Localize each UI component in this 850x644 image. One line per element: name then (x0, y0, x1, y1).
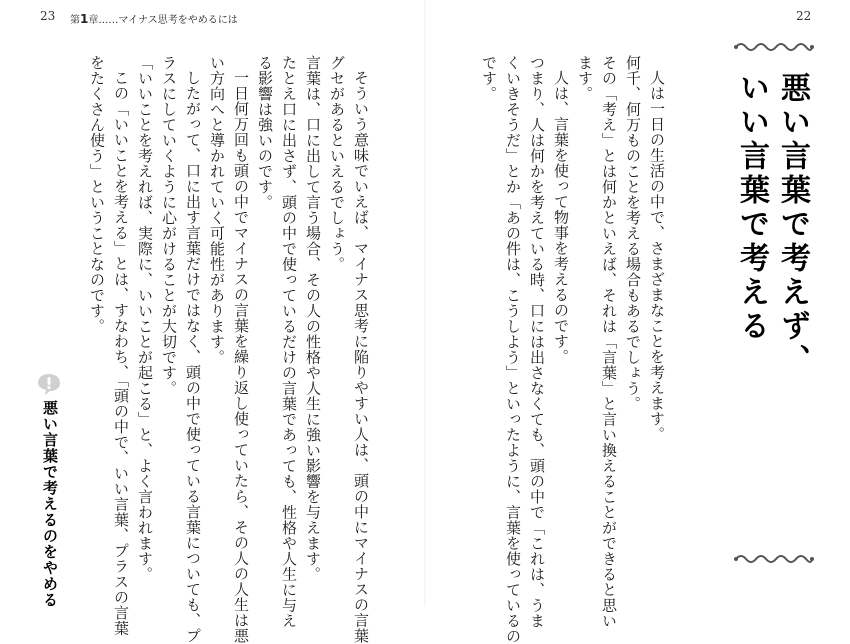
title-line-1: 悪い言葉で考えず、 (775, 72, 810, 378)
exclamation-bubble-icon (36, 372, 62, 396)
header-dashes: …… (98, 15, 119, 26)
chapter-title: マイナス思考をやめるには (118, 15, 238, 26)
right-body-line: 人は、言葉を使って物事を考えるのです。 (552, 70, 570, 365)
right-body-line: 何千、何万ものことを考える場合もあるでしょう。 (624, 55, 642, 412)
page-gutter (424, 0, 426, 606)
left-body-line: そういう意味でいえば、マイナス思考に陥りやすい人は、頭の中にマイナスの言葉 (352, 70, 370, 644)
chapter-suffix: 章 (88, 15, 99, 26)
chapter-number: 1 (80, 12, 89, 26)
left-page-number: 23 (40, 9, 56, 23)
right-page-number: 22 (796, 9, 812, 23)
right-body-line: その「考え」とは何かといえば、それは「言葉」と言い換えることができると思い (600, 55, 618, 629)
left-body-line: たとえ口に出さず、頭の中で使っているだけの言葉であっても、性格や人生に与え (280, 55, 298, 629)
right-body-line: くいきそうだ」とか「あの件は、こうしよう」といったように、言葉を使っているの (504, 55, 522, 644)
left-body-line: をたくさん使う」ということなのです。 (88, 55, 106, 334)
left-body-line: 言葉は、口に出して言う場合、その人の性格や人生に強い影響を与えます。 (304, 55, 322, 582)
bottom-wave-ornament (734, 552, 814, 566)
left-body-line: ラスにしていくように心がけることが大切です。 (160, 55, 178, 396)
title-line-2: いい言葉で考える (734, 72, 769, 344)
left-body-line: したがって、口に出す言葉だけではなく、頭の中で使っている言葉についても、プ (184, 70, 202, 644)
left-body-line: 一日何万回も頭の中でマイナスの言葉を繰り返し使っていたら、その人の人生は悪 (232, 70, 250, 644)
right-body-line: です。 (480, 55, 498, 102)
side-title: 悪い言葉で考えるのをやめる (41, 400, 59, 608)
left-body-line: この「いいことを考える」とは、すなわち、「頭の中で、いい言葉、プラスの言葉 (112, 70, 130, 636)
right-body-line: つまり、人は何かを考えている時、口には出さなくても、頭の中で「これは、うま (528, 55, 546, 629)
left-body-line: い方向へと導かれていく可能性があります。 (208, 55, 226, 365)
right-body-line: ます。 (576, 55, 594, 102)
left-body-line: グセがあるといえるでしょう。 (328, 55, 346, 272)
chapter-prefix: 第 (70, 15, 80, 26)
right-body-line: 人は一日の生活の中で、さまざまなことを考えます。 (648, 70, 666, 442)
left-body-line: る影響は強いのです。 (256, 55, 274, 210)
left-body-line: 「いいことを考えれば、実際に、いいことが起こる」と、よく言われます。 (136, 55, 154, 582)
top-wave-ornament (734, 40, 814, 54)
running-header (70, 11, 238, 26)
